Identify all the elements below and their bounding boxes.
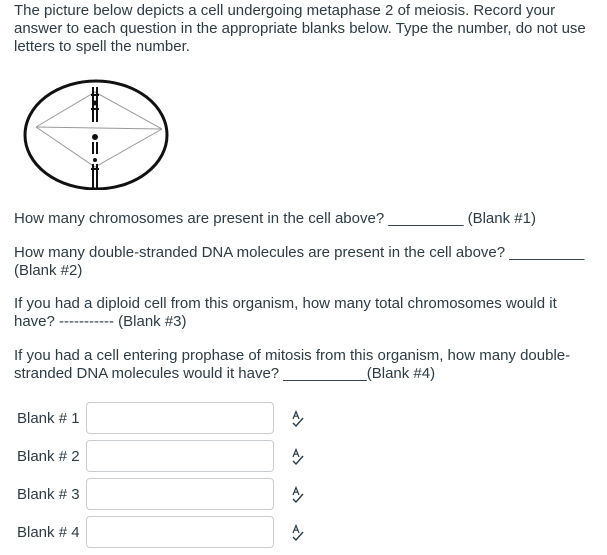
question-3: If you had a diploid cell from this organism, how many total chromosomes would it have? ----------- (Blank #3): [14, 295, 557, 330]
spindle-fibers: [36, 92, 162, 167]
blank-row-1: [14, 402, 314, 436]
blank-1-input[interactable]: [86, 402, 274, 434]
question-2: How many double-stranded DNA molecules are present in the cell above? _________ (Blank #2): [14, 244, 585, 279]
blank-row-4: [14, 516, 314, 550]
spellcheck-icon[interactable]: [290, 524, 306, 542]
blank-3-input[interactable]: [86, 478, 274, 510]
spellcheck-icon[interactable]: [290, 448, 306, 466]
spellcheck-icon[interactable]: [290, 410, 306, 428]
blank-2-input[interactable]: [86, 440, 274, 472]
question-4: If you had a cell entering prophase of mitosis from this organism, how many double-stranded DNA molecules would it have? __________(Blank #4): [14, 347, 571, 382]
question-1: How many chromosomes are present in the cell above? _________ (Blank #1): [14, 210, 536, 227]
blank-row-2: [14, 440, 314, 474]
blank-label-3: Blank # 3: [17, 486, 80, 503]
cell-diagram: [22, 78, 172, 190]
blank-label-1: Blank # 1: [17, 410, 80, 427]
blank-label-4: Blank # 4: [17, 524, 80, 541]
blank-row-3: [14, 478, 314, 512]
blank-4-input[interactable]: [86, 516, 274, 548]
instructions-text: The picture below depicts a cell undergoing metaphase 2 of meiosis. Record your answer to each question in the appropriate blanks below. Type the number, do not use letters to spell the number.: [14, 2, 586, 55]
blank-label-2: Blank # 2: [17, 448, 80, 465]
spellcheck-icon[interactable]: [290, 486, 306, 504]
